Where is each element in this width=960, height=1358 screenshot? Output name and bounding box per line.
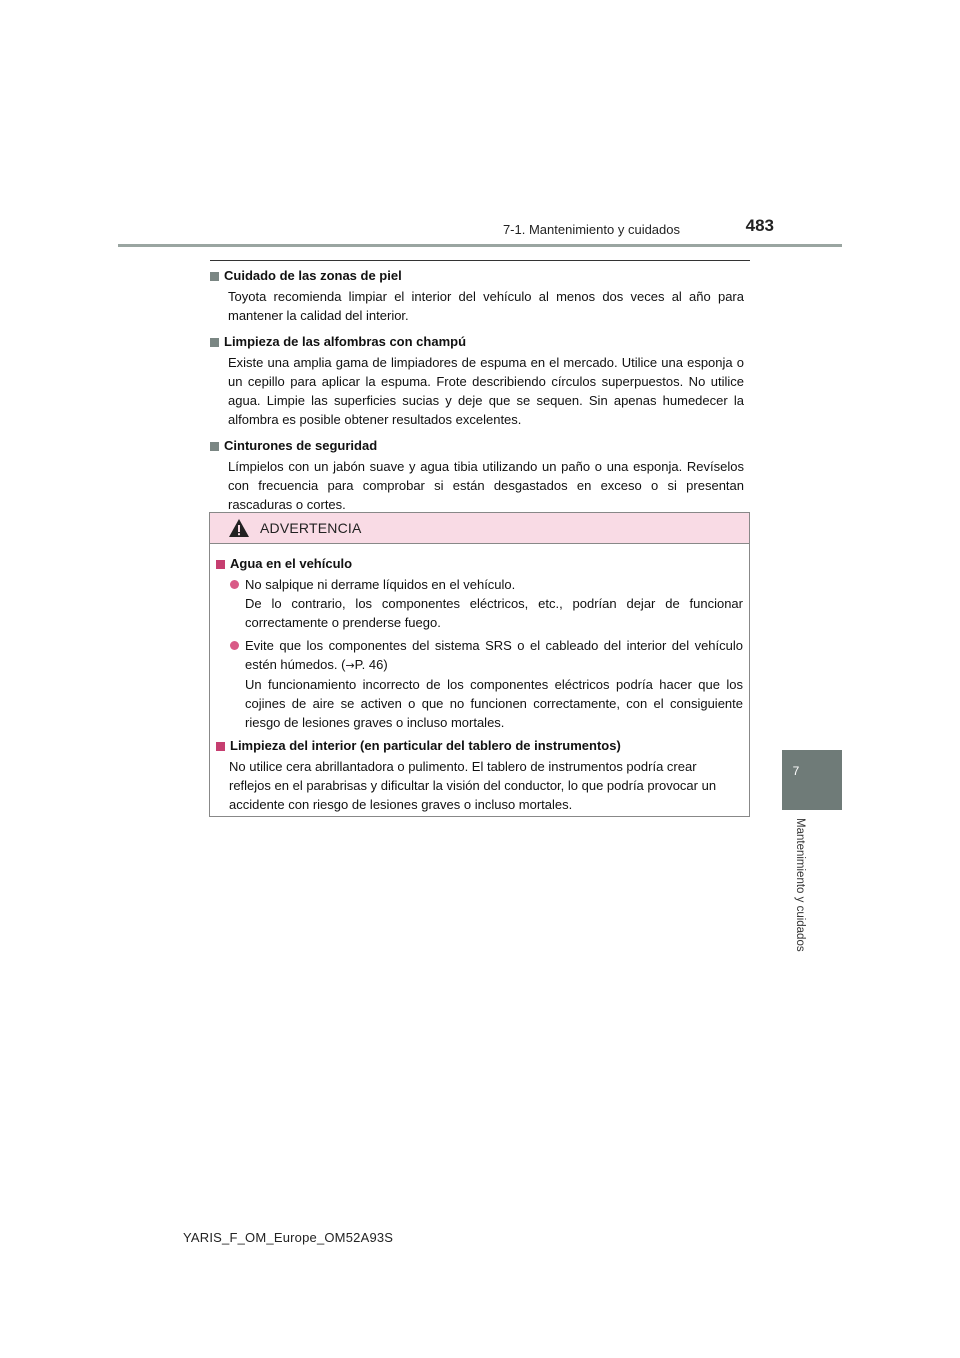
chapter-label: Mantenimiento y cuidados bbox=[794, 818, 806, 952]
section-heading bbox=[210, 436, 744, 456]
section-body: Toyota recomienda limpiar el interior del vehículo al menos dos veces al año para mantener la calidad del interior. bbox=[228, 289, 744, 323]
main-content bbox=[210, 266, 744, 521]
warning-content bbox=[210, 544, 749, 814]
warning-title: ADVERTENCIA bbox=[260, 520, 362, 536]
chapter-number: 7 bbox=[792, 764, 800, 778]
chapter-tab bbox=[782, 750, 842, 810]
section-title-text: Limpieza de las alfombras con champú bbox=[224, 334, 467, 349]
warning-bullet bbox=[230, 636, 743, 732]
warning-header bbox=[210, 513, 749, 544]
warning-bullet bbox=[230, 575, 743, 632]
square-bullet-icon bbox=[210, 272, 219, 281]
warning-section-title: Limpieza del interior (en particular del tablero de instrumentos) bbox=[230, 738, 621, 753]
section-title-text: Cinturones de seguridad bbox=[224, 438, 378, 453]
header-divider bbox=[118, 244, 842, 247]
page-reference-link[interactable]: P. 46) bbox=[354, 657, 388, 672]
warning-section-heading bbox=[216, 736, 743, 756]
page-number: 483 bbox=[745, 216, 774, 235]
square-bullet-icon bbox=[210, 442, 219, 451]
bullet-text: No salpique ni derrame líquidos en el vehículo. bbox=[245, 577, 516, 592]
bullet-text bbox=[245, 636, 743, 675]
warning-section-body: No utilice cera abrillantadora o pulimento. El tablero de instrumentos podría crear reflejos en el parabrisas y dificultar la visión del conductor, lo que podría provocar un accidente con riesgo de lesiones graves o incluso mortales. bbox=[229, 759, 717, 812]
arrow-right-icon: → bbox=[345, 659, 355, 672]
document-id: YARIS_F_OM_Europe_OM52A93S bbox=[183, 1230, 394, 1245]
section-carpet-shampoo bbox=[210, 332, 744, 429]
section-body: Límpielos con un jabón suave y agua tibia utilizando un paño o una esponja. Revíselos con frecuencia para comprobar si están desgastados en exceso o si presentan rascaduras o cortes. bbox=[228, 459, 744, 512]
square-bullet-icon bbox=[216, 742, 225, 751]
section-title: 7-1. Mantenimiento y cuidados bbox=[502, 222, 680, 237]
section-seat-belts bbox=[210, 436, 744, 514]
section-leather-care bbox=[210, 266, 744, 325]
bullet-text: Un funcionamiento incorrecto de los componentes eléctricos podría hacer que los cojines de aire se activen o que no funcionen correctamente, con el consiguiente riesgo de lesiones graves o incluso mortales. bbox=[245, 677, 743, 730]
warning-box bbox=[209, 512, 750, 817]
circle-bullet-icon bbox=[230, 580, 239, 589]
bullet-text: De lo contrario, los componentes eléctricos, etc., podrían dejar de funcionar correctamente o prenderse fuego. bbox=[245, 596, 743, 630]
warning-section-title: Agua en el vehículo bbox=[230, 556, 353, 571]
content-divider bbox=[210, 260, 750, 261]
page-header bbox=[0, 0, 960, 250]
section-title-text: Cuidado de las zonas de piel bbox=[224, 268, 402, 283]
square-bullet-icon bbox=[216, 560, 225, 569]
circle-bullet-icon bbox=[230, 641, 239, 650]
bullet-text-part: Evite que los componentes del sistema SRS o el cableado del interior del vehículo estén húmedos. ( bbox=[245, 638, 743, 672]
warning-section-heading bbox=[216, 554, 743, 574]
section-heading bbox=[210, 266, 744, 286]
warning-triangle-icon bbox=[228, 518, 250, 538]
square-bullet-icon bbox=[210, 338, 219, 347]
section-body: Existe una amplia gama de limpiadores de espuma en el mercado. Utilice una esponja o un cepillo para aplicar la espuma. Frote describiendo círculos superpuestos. No utilice agua. Limpie las superficies sucias y deje que se sequen. Sin apenas humedecer la alfombra es posible obtener resultados excelentes. bbox=[228, 355, 744, 427]
section-heading bbox=[210, 332, 744, 352]
